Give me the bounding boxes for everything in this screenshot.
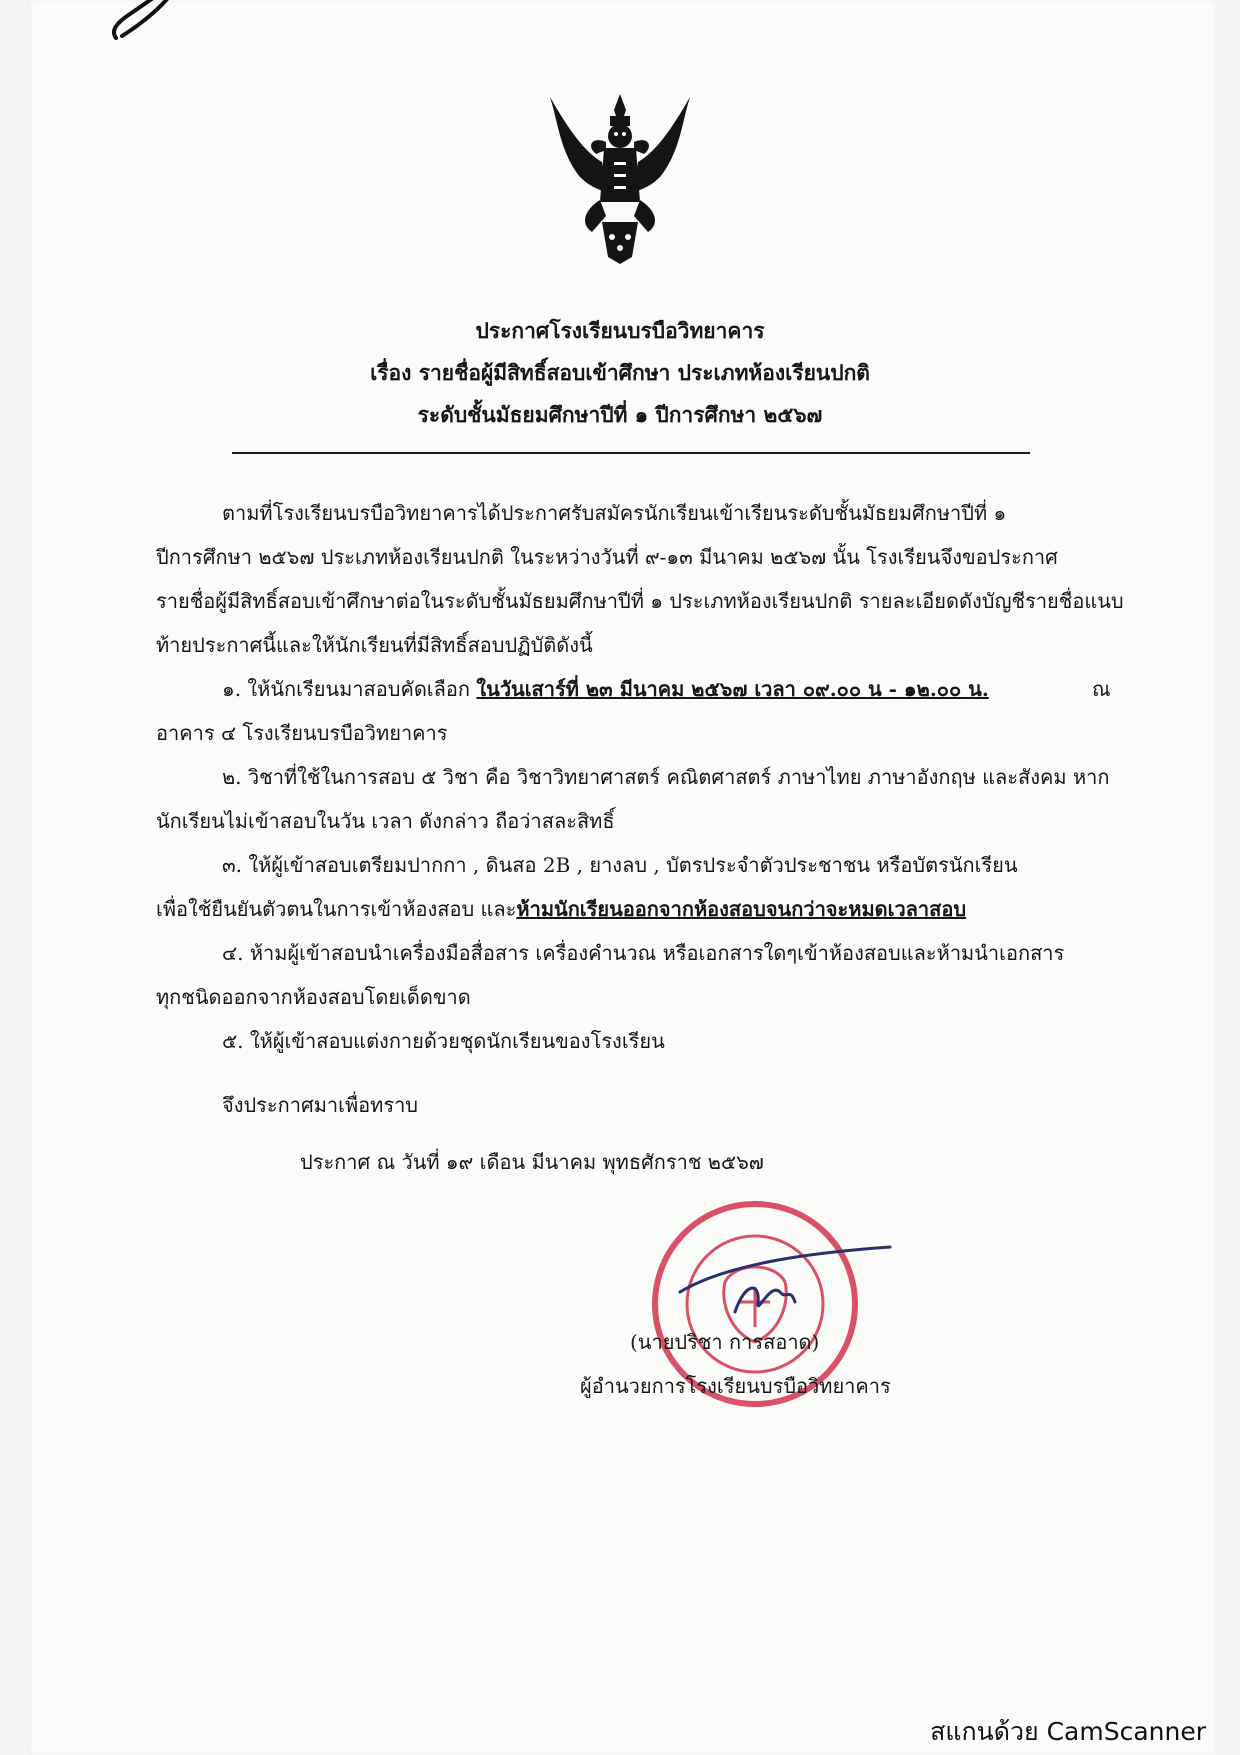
item-3-cont [156,897,966,921]
announcement-date: ประกาศ ณ วันที่ ๑๙ เดือน มีนาคม พุทธศักราช ๒๕๖๗ [300,1150,764,1174]
intro-line-2: ปีการศึกษา ๒๕๖๗ ประเภทห้องเรียนปกติ ในระหว่างวันที่ ๙-๑๓ มีนาคม ๒๕๖๗ นั้น โรงเรียนจึงขอประกาศ [156,545,1058,569]
announcement-subject: เรื่อง รายชื่อผู้มีสิทธิ์สอบเข้าศึกษา ประเภทห้องเรียนปกติ [370,360,870,385]
item-3: ๓. ให้ผู้เข้าสอบเตรียมปากกา , ดินสอ 2B , ยางลบ , บัตรประจำตัวประชาชน หรือบัตรนักเรียน [222,853,1018,877]
item-1-end: ณ [1092,677,1111,701]
announcement-title: ประกาศโรงเรียนบรบือวิทยาคาร [475,318,765,343]
paper-clip-icon [108,0,178,40]
header-divider [232,452,1030,454]
garuda-emblem-icon [540,92,700,267]
camscanner-watermark: สแกนด้วย CamScanner [930,1717,1206,1746]
intro-line-1: ตามที่โรงเรียนบรบือวิทยาคารได้ประกาศรับสมัครนักเรียนเข้าเรียนระดับชั้นมัธยมศึกษาปีที่ ๑ [222,501,1007,525]
announcement-level: ระดับชั้นมัธยมศึกษาปีที่ ๑ ปีการศึกษา ๒๕๖๗ [417,402,823,427]
item-4-cont: ทุกชนิดออกจากห้องสอบโดยเด็ดขาด [156,985,471,1009]
item-1-exam-date: ในวันเสาร์ที่ ๒๓ มีนาคม ๒๕๖๗ เวลา ๐๙.๐๐ น - ๑๒.๐๐ น. [476,677,989,701]
item-1-text: ๑. ให้นักเรียนมาสอบคัดเลือก [222,677,477,701]
item-1 [222,677,989,701]
item-3-cont-text: เพื่อใช้ยืนยันตัวตนในการเข้าห้องสอบ และ [156,897,517,921]
item-4: ๔. ห้ามผู้เข้าสอบนำเครื่องมือสื่อสาร เครื่องคำนวณ หรือเอกสารใดๆเข้าห้องสอบและห้ามนำเอกสาร [222,941,1065,965]
item-2: ๒. วิชาที่ใช้ในการสอบ ๕ วิชา คือ วิชาวิทยาศาสตร์ คณิตศาสตร์ ภาษาไทย ภาษาอังกฤษ และสังคม หาก [222,765,1110,789]
item-3-warning: ห้ามนักเรียนออกจากห้องสอบจนกว่าจะหมดเวลาสอบ [516,897,967,921]
signatory-position: ผู้อำนวยการโรงเรียนบรบือวิทยาคาร [580,1374,891,1398]
item-2-cont: นักเรียนไม่เข้าสอบในวัน เวลา ดังกล่าว ถือว่าสละสิทธิ์ [156,809,615,833]
closing-text: จึงประกาศมาเพื่อทราบ [222,1093,418,1117]
signatory-name: (นายปริชา การสอาด) [630,1330,820,1354]
item-5: ๕. ให้ผู้เข้าสอบแต่งกายด้วยชุดนักเรียนของโรงเรียน [222,1029,665,1053]
item-1-cont: อาคาร ๔ โรงเรียนบรบือวิทยาคาร [156,721,448,745]
intro-line-4: ท้ายประกาศนี้และให้นักเรียนที่มีสิทธิ์สอบปฏิบัติดังนี้ [156,633,593,657]
intro-line-3: รายชื่อผู้มีสิทธิ์สอบเข้าศึกษาต่อในระดับชั้นมัธยมศึกษาปีที่ ๑ ประเภทห้องเรียนปกติ รายละเอียดดังบัญชีรายชื่อแนบ [156,589,1124,613]
